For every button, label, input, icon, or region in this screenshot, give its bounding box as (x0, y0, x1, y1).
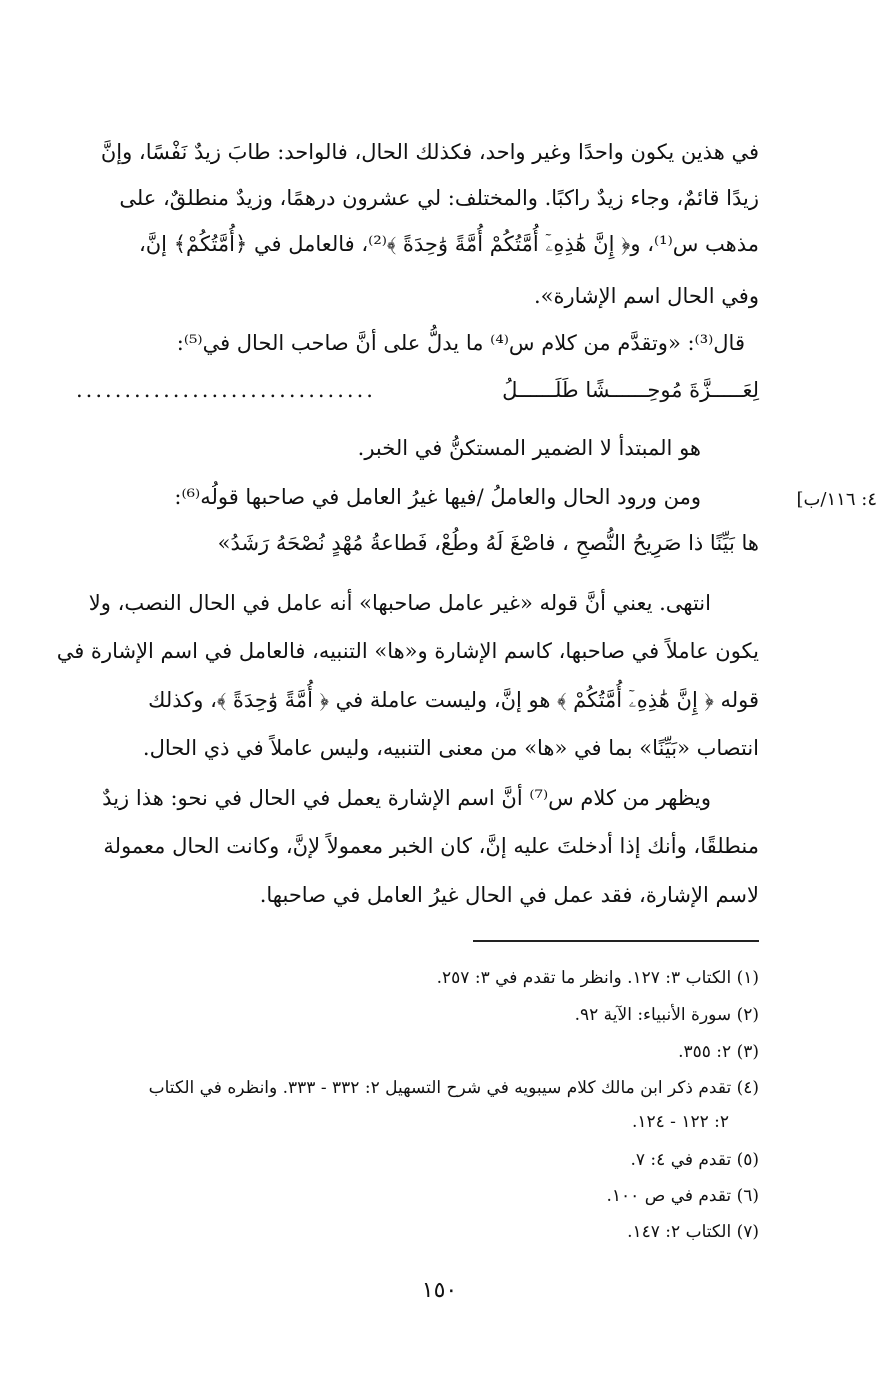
text-line: هو المبتدأ لا الضمير المستكنُّ في الخبر. (357, 436, 701, 460)
text-line: انتصاب «بَيِّنًا» بما في «ها» من معنى التنبيه، وليس عاملاً في ذي الحال. (142, 736, 759, 760)
footnote: ٢: ١٢٢ - ١٢٤. (631, 1112, 729, 1132)
footnote: (٣) ٢: ٣٥٥. (678, 1042, 759, 1062)
footnote-divider (473, 940, 759, 942)
text-line: وفي الحال اسم الإشارة». (533, 284, 759, 308)
page-number: ١٥٠ (421, 1278, 458, 1303)
verse-line: ها بَيِّنًا ذا صَرِيحُ النُّصحِ ، فاصْغَ لَهُ وطُعْ، فَطاعةُ مُهْدٍ نُصْحَهُ رَشَدُ» (217, 531, 759, 555)
margin-folio-note: ٤: ١١٦/ب] (796, 489, 877, 510)
footnote: (٥) تقدم في ٤: ٧. (630, 1150, 759, 1170)
verse-hemistich: لِعَـــــزَّةَ مُوحِــــــشًا طَلَــــــلُ (502, 378, 759, 402)
text-line: قال⁽³⁾: «وتقدَّم من كلام س⁽⁴⁾ ما يدلُّ على أنَّ صاحب الحال في⁽⁵⁾: (176, 331, 745, 355)
text-line: يكون عاملاً في صاحبها، كاسم الإشارة و«ها» التنبيه، فالعامل في اسم الإشارة في (56, 639, 759, 663)
text-line: مذهب س⁽¹⁾، و﴿ إِنَّ هَٰذِهِۦٓ أُمَّتُكُمْ أُمَّةً وَٰحِدَةً ﴾⁽²⁾، فالعامل في ﴿أُمَّتُكُمْ﴾ إنَّ، (138, 232, 759, 256)
footnote: (٦) تقدم في ص ١٠٠. (606, 1186, 759, 1206)
text-line: لاسم الإشارة، فقد عمل في الحال غيرُ العامل في صاحبها. (259, 883, 759, 907)
text-line: زيدًا قائمٌ، وجاء زيدٌ راكبًا. والمختلف: لي عشرون درهمًا، وزيدٌ منطلقٌ، على (119, 186, 759, 210)
footnote: (٢) سورة الأنبياء: الآية ٩٢. (574, 1005, 759, 1025)
footnote: (١) الكتاب ٣: ١٢٧. وانظر ما تقدم في ٣: ٢٥٧. (436, 968, 759, 988)
text-line: انتهى. يعني أنَّ قوله «غير عامل صاحبها» أنه عامل في الحال النصب، ولا (88, 591, 711, 615)
text-line: قوله ﴿ إِنَّ هَٰذِهِۦٓ أُمَّتُكُمْ ﴾ هو إنَّ، وليست عاملة في ﴿ أُمَّةً وَٰحِدَةً ﴾، وكذلك (148, 688, 759, 712)
footnote: (٧) الكتاب ٢: ١٤٧. (627, 1222, 759, 1242)
text-line: منطلقًا، وأنك إذا أدخلتَ عليه إنَّ، كان الخبر معمولاً لإنَّ، وكانت الحال معمولة (103, 834, 759, 858)
footnote: (٤) تقدم ذكر ابن مالك كلام سيبويه في شرح التسهيل ٢: ٣٣٢ - ٣٣٣. وانظره في الكتاب (148, 1078, 759, 1098)
text-line: في هذين يكون واحدًا وغير واحد، فكذلك الحال، فالواحد: طابَ زيدٌ نَفْسًا، وإنَّ (100, 140, 759, 164)
text-line: ويظهر من كلام س⁽⁷⁾ أنَّ اسم الإشارة يعمل في الحال في نحو: هذا زيدٌ (102, 786, 711, 810)
verse-ellipsis: ............................... (76, 378, 376, 402)
text-line: ومن ورود الحال والعاملُ /فيها غيرُ العامل في صاحبها قولُه⁽⁶⁾: (174, 485, 701, 509)
